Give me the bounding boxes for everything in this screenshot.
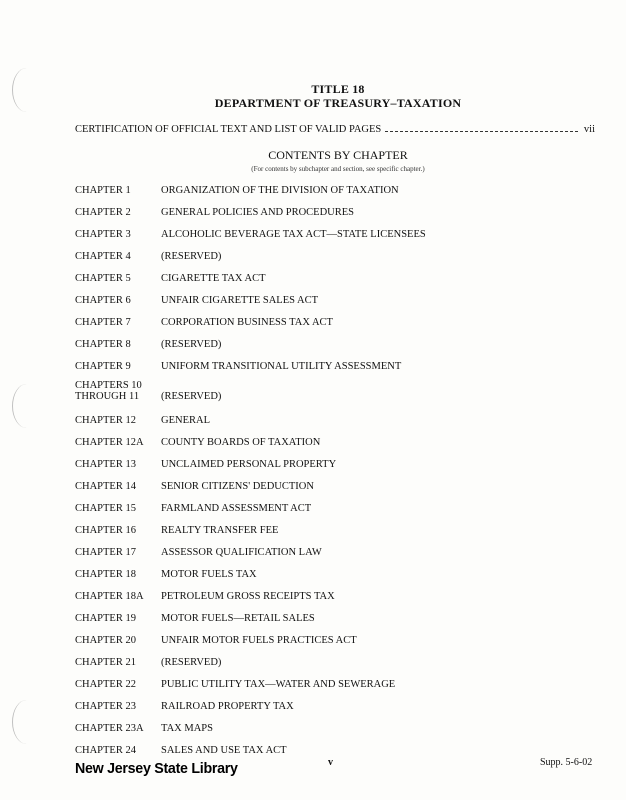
chapter-title: REALTY TRANSFER FEE bbox=[161, 525, 279, 536]
chapter-title: MOTOR FUELS—RETAIL SALES bbox=[161, 613, 315, 624]
chapter-number: CHAPTER 13 bbox=[75, 459, 136, 470]
chapter-number: CHAPTER 22 bbox=[75, 679, 136, 690]
chapter-number: CHAPTER 21 bbox=[75, 657, 136, 668]
chapter-number: CHAPTER 12A bbox=[75, 437, 144, 448]
chapter-title: ALCOHOLIC BEVERAGE TAX ACT—STATE LICENSEES bbox=[161, 229, 426, 240]
chapter-title: MOTOR FUELS TAX bbox=[161, 569, 257, 580]
chapter-title: UNFAIR CIGARETTE SALES ACT bbox=[161, 295, 319, 306]
chapter-number: CHAPTER 14 bbox=[75, 481, 136, 492]
chapter-number: CHAPTER 23A bbox=[75, 723, 144, 734]
chapter-number: CHAPTERS 10 THROUGH 11 bbox=[75, 380, 142, 402]
contents-heading: CONTENTS BY CHAPTER bbox=[268, 148, 408, 162]
chapter-title: ASSESSOR QUALIFICATION LAW bbox=[161, 547, 322, 558]
chapter-title: ORGANIZATION OF THE DIVISION OF TAXATION bbox=[161, 185, 399, 196]
chapter-title: SALES AND USE TAX ACT bbox=[161, 745, 287, 756]
dot-leader bbox=[385, 131, 578, 132]
chapter-number: CHAPTER 5 bbox=[75, 273, 131, 284]
chapter-title: UNFAIR MOTOR FUELS PRACTICES ACT bbox=[161, 635, 357, 646]
chapter-number: CHAPTER 18A bbox=[75, 591, 144, 602]
page-number: v bbox=[328, 757, 333, 768]
chapter-title: (RESERVED) bbox=[161, 339, 222, 350]
chapter-number: CHAPTER 15 bbox=[75, 503, 136, 514]
chapter-number: CHAPTER 20 bbox=[75, 635, 136, 646]
chapter-title: SENIOR CITIZENS' DEDUCTION bbox=[161, 481, 314, 492]
chapter-number: CHAPTER 24 bbox=[75, 745, 136, 756]
library-stamp: New Jersey State Library bbox=[75, 760, 238, 777]
chapter-title: (RESERVED) bbox=[161, 657, 222, 668]
chapter-number: CHAPTER 19 bbox=[75, 613, 136, 624]
chapter-title: PUBLIC UTILITY TAX—WATER AND SEWERAGE bbox=[161, 679, 396, 690]
chapter-title: COUNTY BOARDS OF TAXATION bbox=[161, 437, 321, 448]
chapter-title: CORPORATION BUSINESS TAX ACT bbox=[161, 317, 333, 328]
binder-hole-mark bbox=[12, 384, 41, 428]
supplement-date: Supp. 5-6-02 bbox=[540, 757, 593, 768]
chapter-title: GENERAL bbox=[161, 415, 210, 426]
contents-note: (For contents by subchapter and section, see specific chapter.) bbox=[251, 165, 425, 173]
chapter-number: CHAPTER 16 bbox=[75, 525, 136, 536]
chapter-number: CHAPTER 6 bbox=[75, 295, 131, 306]
chapter-number: CHAPTER 3 bbox=[75, 229, 131, 240]
chapter-title: FARMLAND ASSESSMENT ACT bbox=[161, 503, 312, 514]
title-number: TITLE 18 bbox=[311, 82, 365, 96]
certification-label: CERTIFICATION OF OFFICIAL TEXT AND LIST OF VALID PAGES bbox=[75, 124, 382, 135]
binder-hole-mark bbox=[12, 700, 41, 744]
chapter-number: CHAPTER 1 bbox=[75, 185, 131, 196]
chapter-number: CHAPTER 2 bbox=[75, 207, 131, 218]
chapter-number: CHAPTER 23 bbox=[75, 701, 136, 712]
chapter-number: CHAPTER 9 bbox=[75, 361, 131, 372]
chapter-title: TAX MAPS bbox=[161, 723, 213, 734]
chapter-title: (RESERVED) bbox=[161, 251, 222, 262]
chapter-number: CHAPTER 17 bbox=[75, 547, 136, 558]
title-department: DEPARTMENT OF TREASURY–TAXATION bbox=[214, 96, 462, 110]
chapter-number: CHAPTER 12 bbox=[75, 415, 136, 426]
chapter-number: CHAPTER 18 bbox=[75, 569, 136, 580]
chapter-title: (RESERVED) bbox=[161, 391, 222, 402]
chapter-title: GENERAL POLICIES AND PROCEDURES bbox=[161, 207, 354, 218]
chapter-title: PETROLEUM GROSS RECEIPTS TAX bbox=[161, 591, 335, 602]
certification-page: vii bbox=[583, 124, 595, 135]
chapter-number: CHAPTER 8 bbox=[75, 339, 131, 350]
chapter-title: UNCLAIMED PERSONAL PROPERTY bbox=[161, 459, 337, 470]
chapter-title: CIGARETTE TAX ACT bbox=[161, 273, 266, 284]
chapter-number: CHAPTER 4 bbox=[75, 251, 131, 262]
chapter-title: UNIFORM TRANSITIONAL UTILITY ASSESSMENT bbox=[161, 361, 402, 372]
chapter-number: CHAPTER 7 bbox=[75, 317, 131, 328]
chapter-title: RAILROAD PROPERTY TAX bbox=[161, 701, 294, 712]
certification-line bbox=[75, 124, 595, 135]
